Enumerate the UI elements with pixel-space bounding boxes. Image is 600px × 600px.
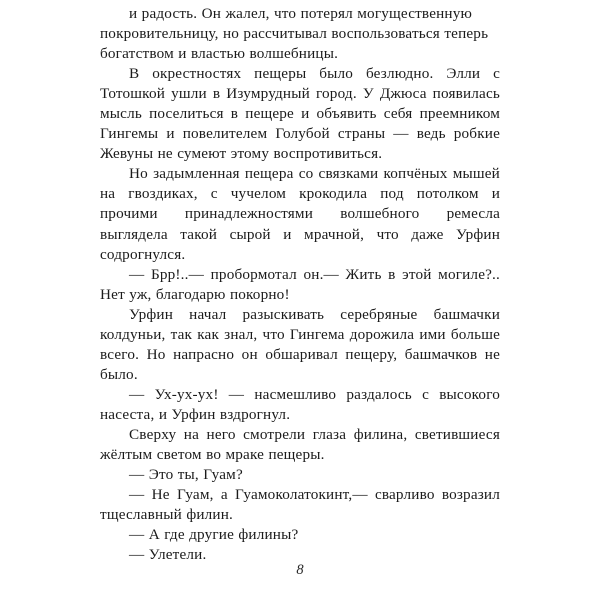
page-number: 8 [296,562,304,578]
paragraph: Сверху на него смотрели глаза филина, светившиеся жёлтым светом во мраке пещеры. [100,425,500,464]
dialogue-line: — А где другие филины? [129,526,299,544]
dialogue-line: — Улетели. [129,546,207,564]
paragraph: Урфин начал разыскивать серебряные башмачки колдуньи, так как знал, что Гингема дорожила ими больше всего. Но напрасно он обшаривал пещеру, башмачков не было. [100,305,500,383]
paragraph: Но задымленная пещера со связками копчёных мышей на гвоздиках, с чучелом крокодила под потолком и прочими принадлежностями волшебного ремесла выглядела такой сырой и мрачной, что даже Урфин содрогнулся. [100,165,500,263]
dialogue-line: — Это ты, Гуам? [129,466,243,484]
paragraph-continuation: и радость. Он жалел, что потерял могущественную покровительницу, но рассчитывал воспользоваться теперь богатством и властью волшебницы. [100,5,489,63]
page-body-text [100,4,500,565]
dialogue-line: — Брр!..— пробормотал он.— Жить в этой могиле?.. Нет уж, благодарю покорно! [100,265,500,303]
dialogue-line: — Не Гуам, а Гуамоколатокинт,— сварливо возразил тщеславный филин. [100,486,500,524]
dialogue-line: — Ух-ух-ух! — насмешливо раздалось с высокого насеста, и Урфин вздрогнул. [100,385,500,423]
paragraph: В окрестностях пещеры было безлюдно. Элли с Тотошкой ушли в Изумрудный город. У Джюса появилась мысль поселиться в пещере и объявить себя преемником Гингемы и повелителем Голубой страны — ведь робкие Жевуны не сумеют этому воспротивиться. [100,65,500,163]
